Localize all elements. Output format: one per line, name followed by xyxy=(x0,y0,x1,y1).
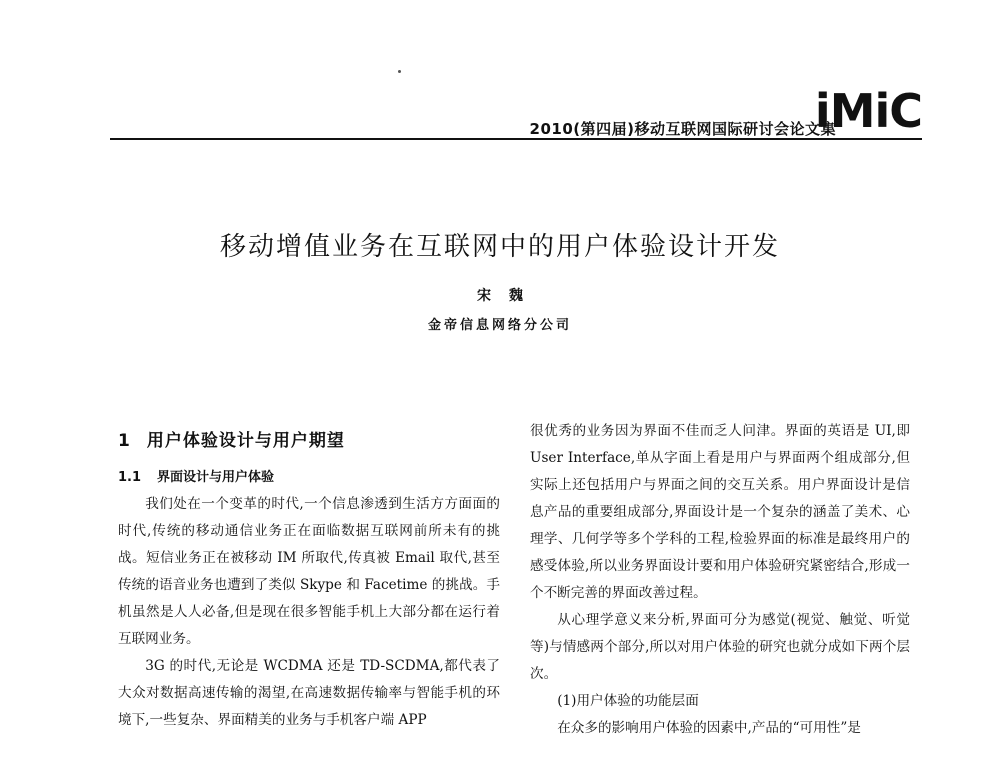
journal-title: 2010(第四届)移动互联网国际研讨会论文集 xyxy=(529,120,836,138)
subsection-title: 界面设计与用户体验 xyxy=(157,470,275,485)
author-affiliation: 金帝信息网络分公司 xyxy=(427,318,572,333)
section-heading xyxy=(118,426,500,456)
running-header xyxy=(110,80,922,138)
subsection-heading xyxy=(118,464,500,491)
paper-title: 移动增值业务在互联网中的用户体验设计开发 xyxy=(219,232,780,262)
imic-logo: iMiC xyxy=(814,84,922,138)
body-paragraph: 3G 的时代,无论是 WCDMA 还是 TD-SCDMA,都代表了大众对数据高速传输的渴望,在高速数据传输率与智能手机的环境下,一些复杂、界面精美的业务与手机客户端 APP xyxy=(118,658,500,728)
scan-speck xyxy=(398,70,401,73)
body-paragraph: 从心理学意义来分析,界面可分为感觉(视觉、触觉、听觉等)与情感两个部分,所以对用户体验的研究也就分成如下两个层次。 xyxy=(530,612,910,682)
section-number: 1 xyxy=(118,431,131,451)
section-title: 用户体验设计与用户期望 xyxy=(146,431,345,451)
subsection-number: 1.1 xyxy=(118,470,142,485)
body-paragraph: 在众多的影响用户体验的因素中,产品的“可用性”是 xyxy=(557,720,861,736)
body-paragraph: 我们处在一个变革的时代,一个信息渗透到生活方方面面的时代,传统的移动通信业务正在面临数据互联网前所未有的挑战。短信业务正在被移动 IM 所取代,传真被 Email 取代,甚至传统的语音业务也遭到了类似 Skype 和 Facetime 的挑战。手机虽然是人人必备,但是现在很多智能手机上大部分都在运行着互联网业务。 xyxy=(118,496,500,647)
left-column xyxy=(118,418,500,734)
right-column xyxy=(530,418,910,742)
body-paragraph: 很优秀的业务因为界面不佳而乏人问津。界面的英语是 UI,即 User Interface,单从字面上看是用户与界面两个组成部分,但实际上还包括用户与界面之间的交互关系。用户界面设计是信息产品的重要组成部分,界面设计是一个复杂的涵盖了美术、心理学、几何学等多个学科的工程,检验界面的标准是最终用户的感受体验,所以业务界面设计要和用户体验研究紧密结合,形成一个不断完善的界面改善过程。 xyxy=(530,423,910,601)
numbered-subheading: (1)用户体验的功能层面 xyxy=(557,693,699,709)
header-rule xyxy=(110,138,922,140)
author-name: 宋魏 xyxy=(477,288,541,304)
